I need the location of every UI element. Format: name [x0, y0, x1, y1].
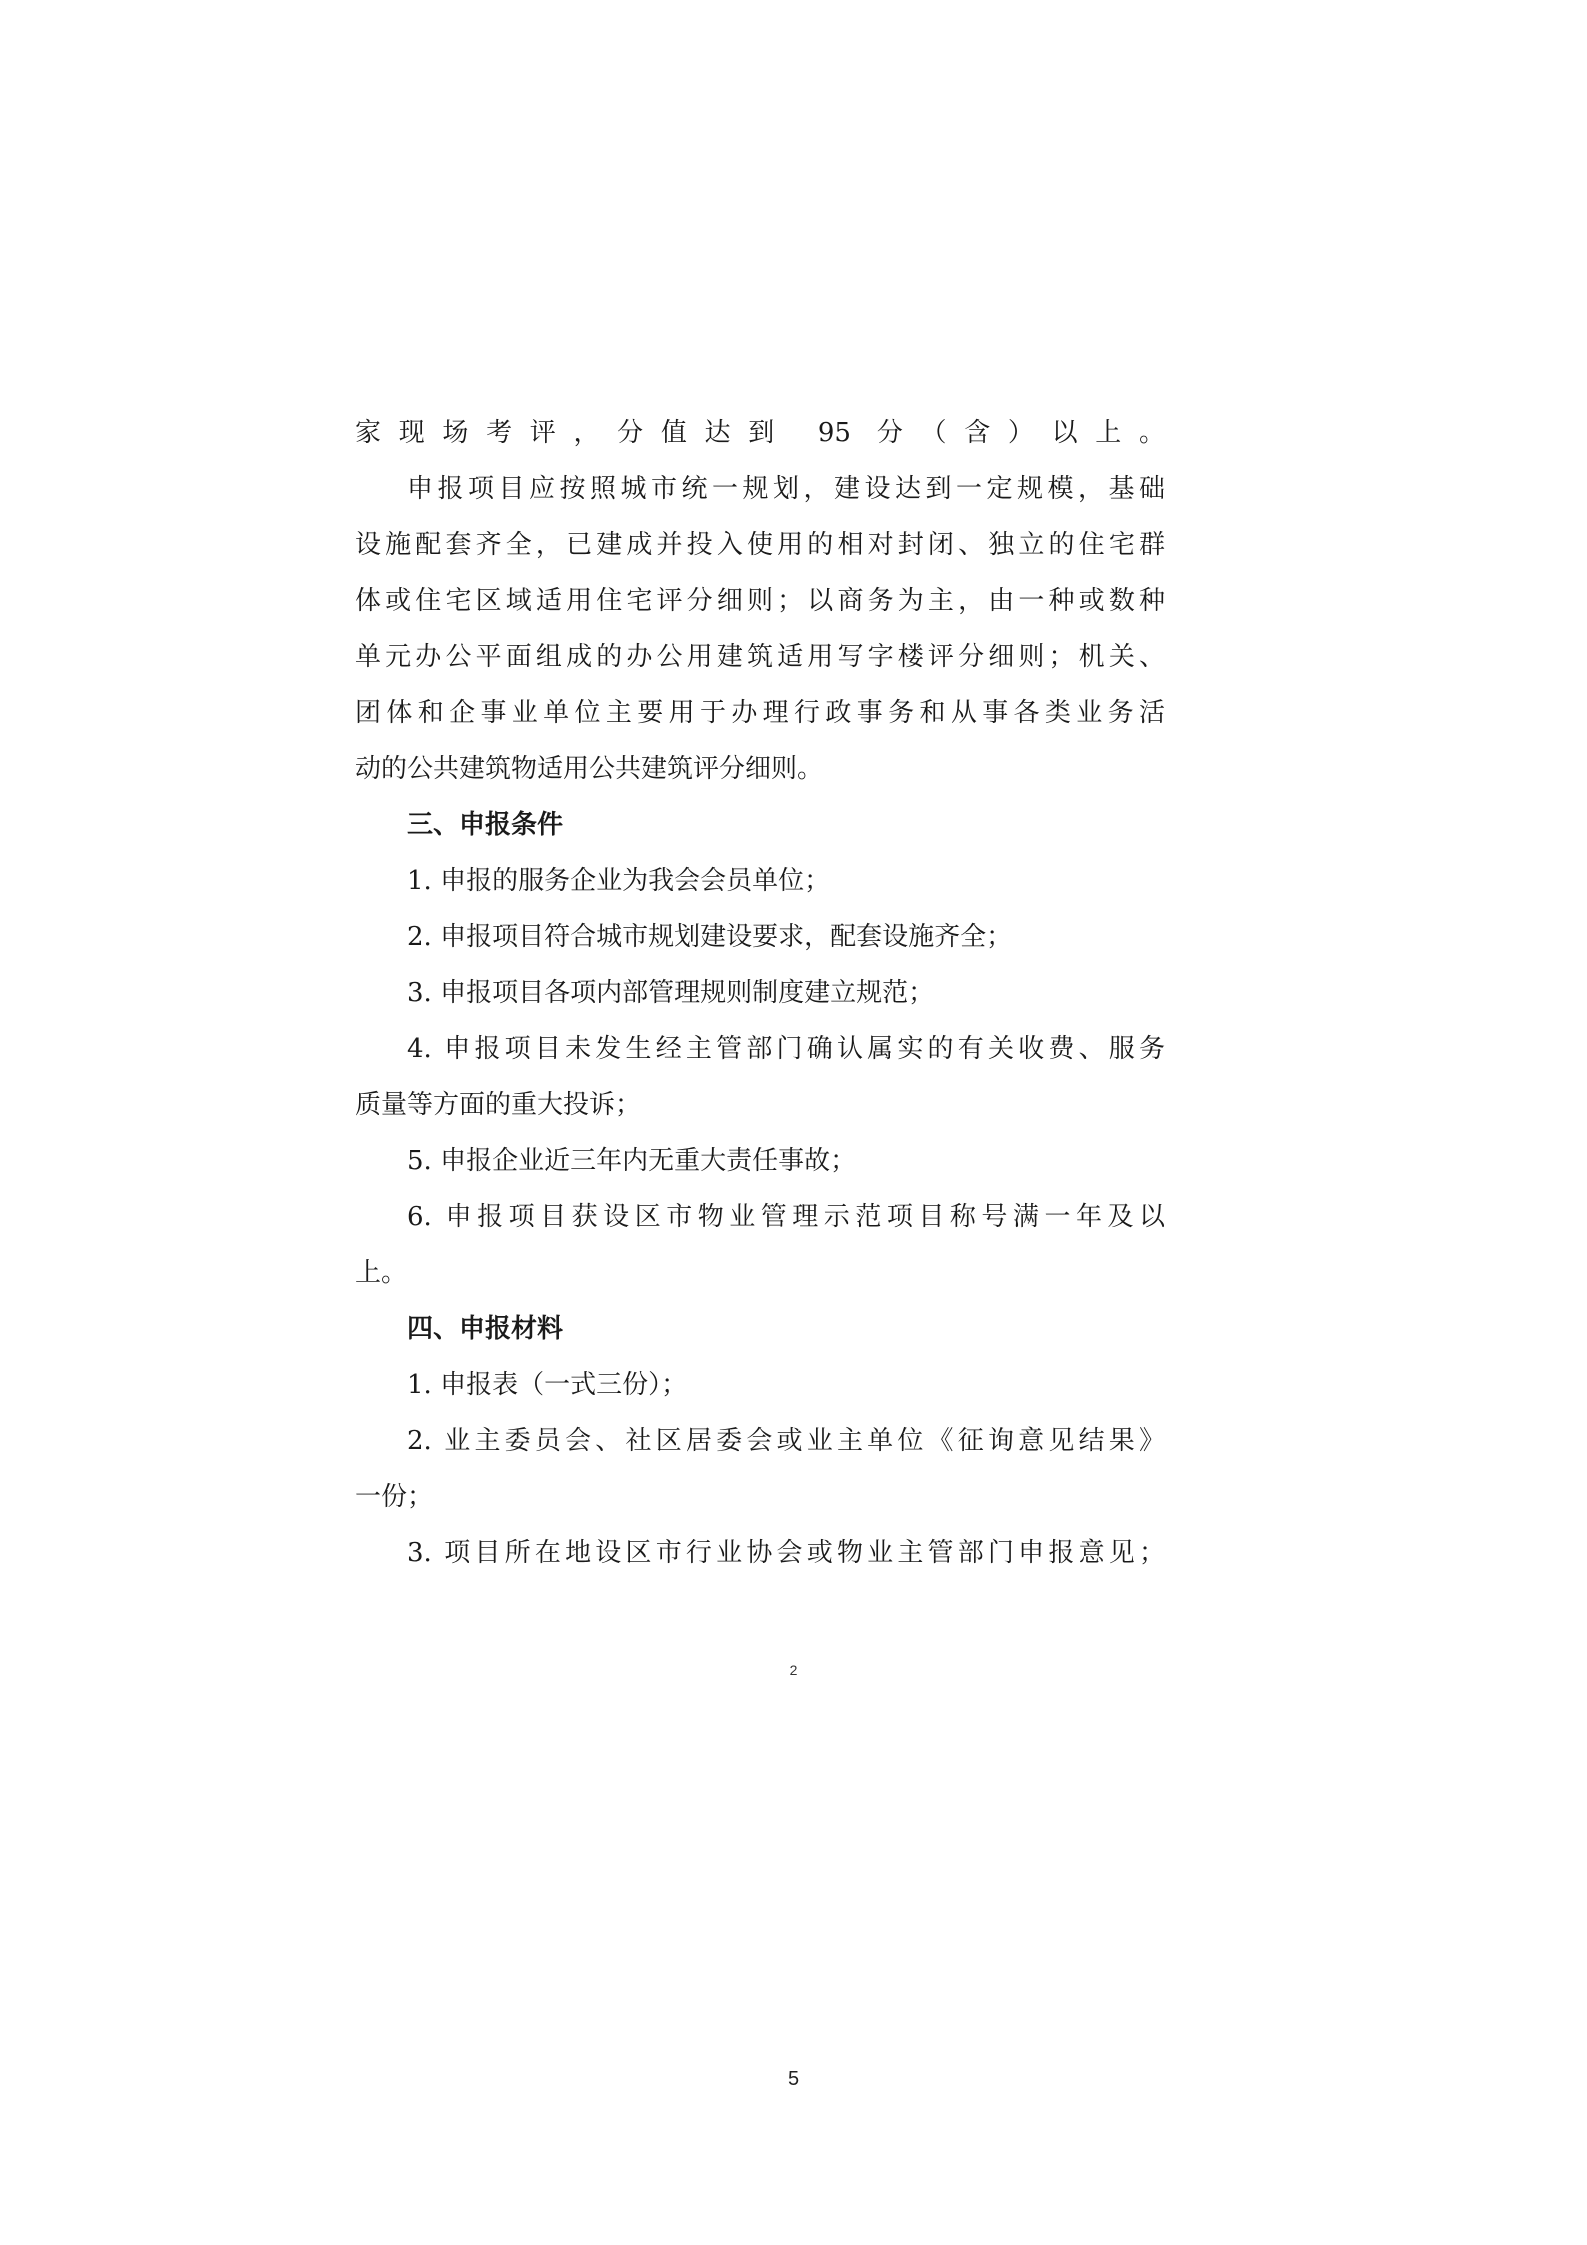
paragraph-line: 单元办公平面组成的办公用建筑适用写字楼评分细则；机关、 — [355, 642, 1165, 672]
paragraph-line: 体或住宅区域适用住宅评分细则；以商务为主，由一种或数种 — [355, 586, 1165, 616]
paragraph-line: 申报项目应按照城市统一规划，建设达到一定规模，基础 — [407, 474, 1165, 504]
paragraph-line: 家现场考评，分值达到 95 分（含）以上。 — [355, 418, 1165, 448]
list-item-continuation: 上。 — [355, 1258, 408, 1288]
list-item: 2. 申报项目符合城市规划建设要求，配套设施齐全； — [407, 922, 1013, 952]
list-item: 3. 申报项目各项内部管理规则制度建立规范； — [407, 978, 935, 1008]
list-item: 4. 申报项目未发生经主管部门确认属实的有关收费、服务 — [407, 1034, 1165, 1064]
list-item: 2. 业主委员会、社区居委会或业主单位《征询意见结果》 — [407, 1426, 1165, 1456]
list-item: 3. 项目所在地设区市行业协会或物业主管部门申报意见； — [407, 1538, 1165, 1568]
inner-page-number: 2 — [789, 1662, 798, 1678]
section-heading: 四、申报材料 — [407, 1314, 564, 1344]
list-item-continuation: 一份； — [355, 1482, 434, 1512]
list-item: 6. 申报项目获设区市物业管理示范项目称号满一年及以 — [407, 1202, 1165, 1232]
document-body — [355, 405, 1165, 1581]
list-item-continuation: 质量等方面的重大投诉； — [355, 1090, 642, 1120]
list-item: 5. 申报企业近三年内无重大责任事故； — [407, 1146, 857, 1176]
page-number: 5 — [787, 2068, 800, 2090]
paragraph-line: 团体和企事业单位主要用于办理行政事务和从事各类业务活 — [355, 698, 1165, 728]
paragraph-line: 动的公共建筑物适用公共建筑评分细则。 — [355, 754, 824, 784]
list-item: 1. 申报的服务企业为我会会员单位； — [407, 866, 831, 896]
section-heading: 三、申报条件 — [407, 810, 564, 840]
list-item: 1. 申报表（一式三份）； — [407, 1370, 688, 1400]
paragraph-line: 设施配套齐全，已建成并投入使用的相对封闭、独立的住宅群 — [355, 530, 1165, 560]
